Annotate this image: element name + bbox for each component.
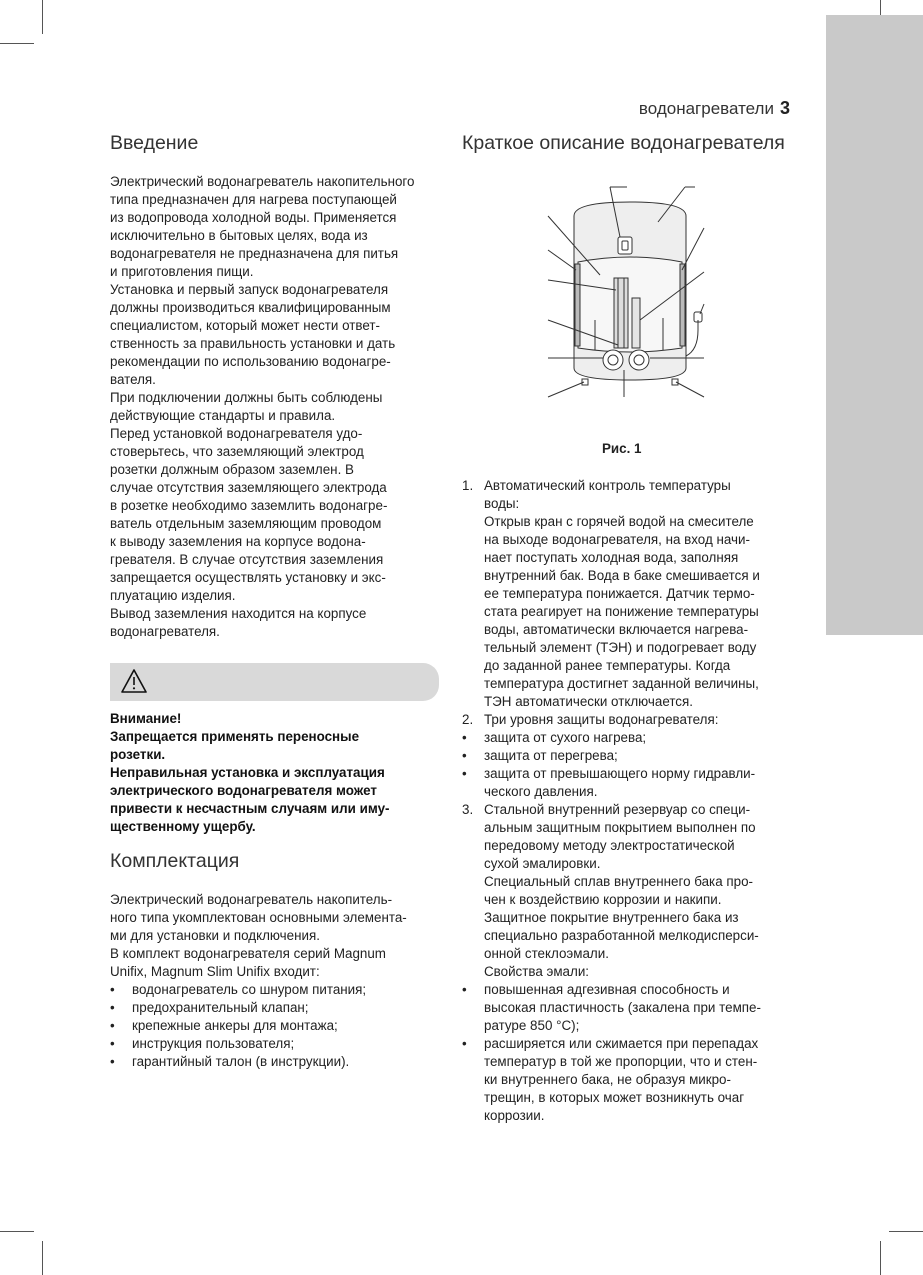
figure-caption: Рис. 1	[602, 441, 642, 456]
bullet-icon: •	[110, 982, 115, 997]
list-marker: •	[462, 730, 467, 745]
warning-line: розетки.	[110, 747, 166, 762]
description-line: ратуре 850 °С);	[484, 1018, 580, 1033]
description-line: защита от превышающего норму гидравли-	[484, 766, 756, 781]
intro-line: должны производиться квалифицированным	[110, 300, 391, 315]
intro-line: запрещается осуществлять установку и экс-	[110, 570, 386, 585]
crop-mark	[0, 1231, 34, 1232]
list-marker: 1.	[462, 478, 474, 493]
kit-item-text: крепежные анкеры для монтажа;	[132, 1018, 338, 1033]
intro-line: стоверьтесь, что заземляющий электрод	[110, 444, 364, 459]
kit-line: ми для установки и подключения.	[110, 928, 320, 943]
list-marker: •	[462, 766, 467, 781]
description-line: Открыв кран с горячей водой на смесителе	[484, 514, 754, 529]
header-section: водонагреватели	[638, 99, 774, 118]
description-line: высокая пластичность (закалена при темпе-	[484, 1000, 761, 1015]
list-marker: 2.	[462, 712, 474, 727]
intro-line: из водопровода холодной воды. Применяется	[110, 210, 397, 225]
crop-mark	[880, 1241, 881, 1275]
description-item	[462, 1035, 761, 1125]
page-header	[639, 98, 790, 119]
description-line: защита от сухого нагрева;	[484, 730, 647, 745]
description-line: повышенная адгезивная способность и	[484, 982, 730, 997]
intro-line: действующие стандарты и правила.	[110, 408, 336, 423]
description-title: Краткое описание водонагревателя	[462, 132, 785, 154]
description-line: ки внутреннего бака, не образуя микро-	[484, 1072, 731, 1087]
kit-list-item	[110, 1053, 366, 1071]
description-item	[462, 711, 761, 729]
description-line: коррозии.	[484, 1108, 545, 1123]
description-item	[462, 981, 761, 1035]
bullet-icon: •	[110, 1036, 115, 1051]
description-item	[462, 765, 761, 801]
kit-item-text: гарантийный талон (в инструкции).	[132, 1054, 350, 1069]
intro-line: типа предназначен для нагрева поступающей	[110, 192, 397, 207]
intro-text	[110, 173, 414, 641]
intro-line: к выводу заземления на корпусе водона-	[110, 534, 366, 549]
intro-line: гревателя. В случае отсутствия заземления	[110, 552, 384, 567]
crop-mark	[889, 1231, 923, 1232]
description-line: сухой эмалировки.	[484, 856, 601, 871]
intro-line: Вывод заземления находится на корпусе	[110, 606, 367, 621]
kit-list-item	[110, 1017, 366, 1035]
kit-line: Unifix, Magnum Slim Unifix входит:	[110, 964, 320, 979]
description-line: онной стеклоэмали.	[484, 946, 609, 961]
description-line: защита от перегрева;	[484, 748, 618, 763]
side-tab	[826, 15, 923, 635]
warning-line: привести к несчастным случаям или иму-	[110, 801, 390, 816]
description-line: Защитное покрытие внутреннего бака из	[484, 910, 739, 925]
intro-line: Электрический водонагреватель накопительного	[110, 174, 415, 189]
list-marker: •	[462, 748, 467, 763]
kit-title: Комплектация	[110, 850, 240, 872]
description-line: Стальной внутренний резервуар со специ-	[484, 802, 751, 817]
description-line: нает поступать холодная вода, заполняя	[484, 550, 739, 565]
description-line: воды, автоматически включается нагрева-	[484, 622, 749, 637]
kit-line: В комплект водонагревателя серий Magnum	[110, 946, 386, 961]
bullet-icon: •	[110, 1018, 115, 1033]
bullet-icon: •	[110, 1000, 115, 1015]
warning-line: щественному ущербу.	[110, 819, 256, 834]
intro-line: вателя.	[110, 372, 156, 387]
intro-line: исключительно в бытовых целях, вода из	[110, 228, 368, 243]
description-item	[462, 477, 761, 711]
intro-line: водонагревателя.	[110, 624, 220, 639]
intro-line: рекомендации по использованию водонагре-	[110, 354, 391, 369]
crop-mark	[42, 0, 43, 34]
warning-text	[110, 710, 389, 836]
list-marker: •	[462, 1036, 467, 1051]
intro-line: Перед установкой водонагревателя удо-	[110, 426, 363, 441]
kit-line: Электрический водонагреватель накопитель-	[110, 892, 393, 907]
description-line: до заданной ранее температуры. Когда	[484, 658, 731, 673]
description-line: воды:	[484, 496, 520, 511]
bullet-icon: •	[110, 1054, 115, 1069]
page-number: 3	[779, 98, 790, 118]
description-line: внутренний бак. Вода в баке смешивается и	[484, 568, 760, 583]
warning-line: Неправильная установка и эксплуатация	[110, 765, 385, 780]
description-line: Автоматический контроль температуры	[484, 478, 731, 493]
kit-item-text: водонагреватель со шнуром питания;	[132, 982, 367, 997]
crop-mark	[42, 1241, 43, 1275]
intro-line: Установка и первый запуск водонагревателя	[110, 282, 389, 297]
kit-list	[110, 981, 366, 1071]
intro-line: При подключении должны быть соблюдены	[110, 390, 383, 405]
description-line: передовому методу электростатической	[484, 838, 735, 853]
description-item	[462, 801, 761, 981]
kit-list-item	[110, 981, 366, 999]
warning-line: Внимание!	[110, 711, 182, 726]
intro-line: и приготовления пищи.	[110, 264, 254, 279]
description-line: ТЭН автоматически отключается.	[484, 694, 693, 709]
description-list	[462, 477, 761, 1125]
warning-line: электрического водонагревателя может	[110, 783, 377, 798]
kit-list-item	[110, 999, 366, 1017]
kit-item-text: инструкция пользователя;	[132, 1036, 295, 1051]
intro-line: водонагревателя не предназначена для питья	[110, 246, 399, 261]
water-heater-diagram	[540, 180, 710, 400]
kit-line: ного типа укомплектован основными элемента-	[110, 910, 407, 925]
intro-line: в розетке необходимо заземлить водонагре-	[110, 498, 388, 513]
intro-title: Введение	[110, 132, 199, 154]
description-line: температура достигнет заданной величины,	[484, 676, 759, 691]
description-line: альным защитным покрытием выполнен по	[484, 820, 756, 835]
description-line: Специальный сплав внутреннего бака про-	[484, 874, 753, 889]
description-line: специально разработанной мелкодисперси-	[484, 928, 759, 943]
description-line: на выходе водонагревателя, на вход начи-	[484, 532, 750, 547]
kit-list-item	[110, 1035, 366, 1053]
description-line: ческого давления.	[484, 784, 598, 799]
list-marker: 3.	[462, 802, 474, 817]
kit-text	[110, 891, 407, 981]
warning-bar	[110, 663, 439, 701]
description-line: тельный элемент (ТЭН) и подогревает воду	[484, 640, 757, 655]
intro-line: специалистом, который может нести ответ-	[110, 318, 380, 333]
kit-item-text: предохранительный клапан;	[132, 1000, 309, 1015]
description-line: Свойства эмали:	[484, 964, 590, 979]
description-line: Три уровня защиты водонагревателя:	[484, 712, 719, 727]
intro-line: случае отсутствия заземляющего электрода	[110, 480, 387, 495]
crop-mark	[0, 43, 34, 44]
intro-line: плуатацию изделия.	[110, 588, 236, 603]
description-line: ее температура понижается. Датчик термо-	[484, 586, 755, 601]
description-line: трещин, в которых может возникнуть очаг	[484, 1090, 745, 1105]
description-line: стата реагирует на понижение температуры	[484, 604, 759, 619]
list-marker: •	[462, 982, 467, 997]
description-line: температур в той же пропорции, что и стен-	[484, 1054, 758, 1069]
description-line: чен к воздействию коррозии и накипи.	[484, 892, 722, 907]
warning-line: Запрещается применять переносные	[110, 729, 360, 744]
intro-line: ственность за правильность установки и дать	[110, 336, 396, 351]
description-line: расширяется или сжимается при перепадах	[484, 1036, 759, 1051]
description-item	[462, 747, 761, 765]
description-item	[462, 729, 761, 747]
warning-triangle-icon	[120, 668, 148, 694]
intro-line: ватель отдельным заземляющим проводом	[110, 516, 382, 531]
intro-line: розетки должным образом заземлен. В	[110, 462, 354, 477]
